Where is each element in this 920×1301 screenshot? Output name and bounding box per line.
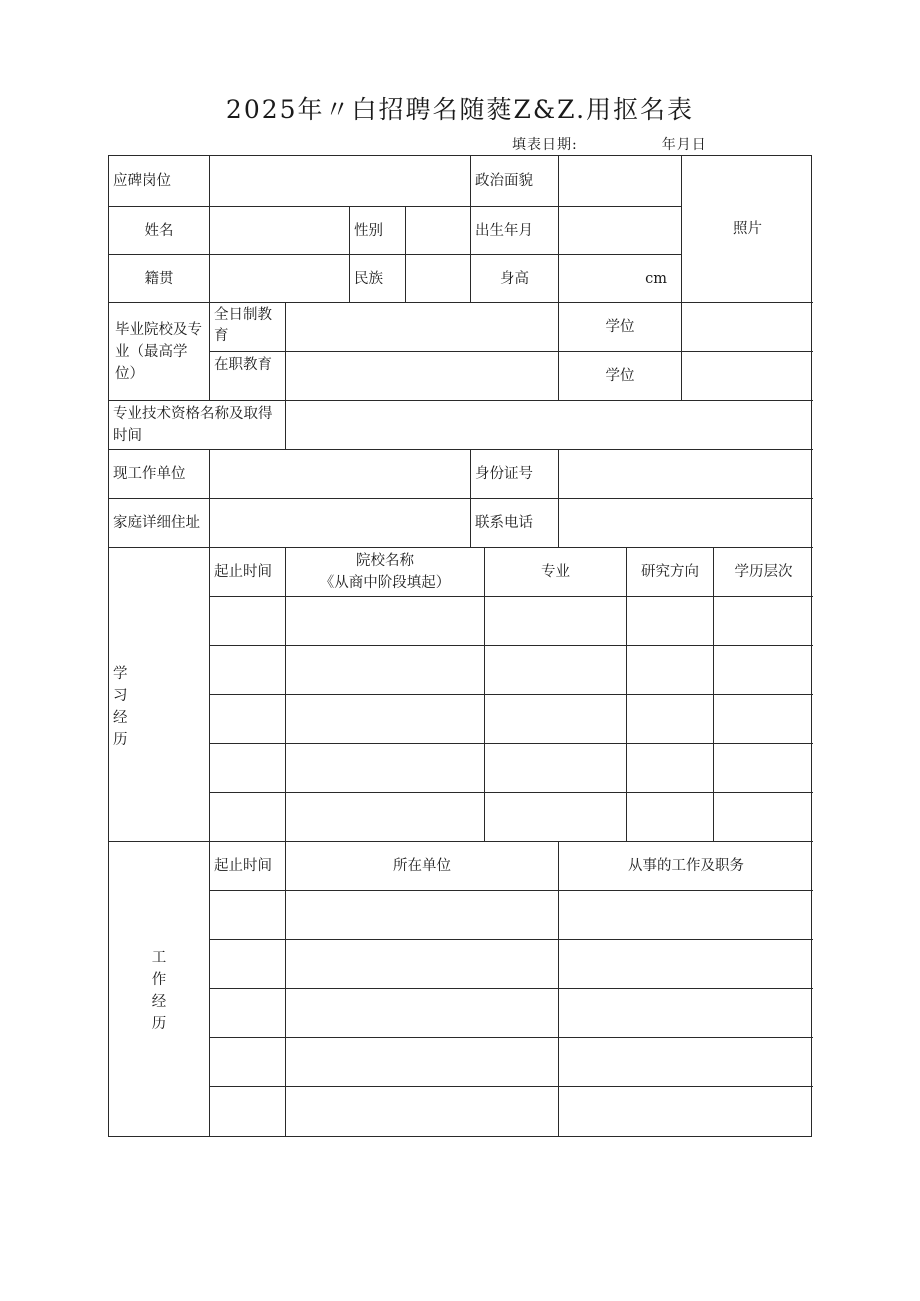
- work-cell[interactable]: [559, 891, 813, 940]
- inservice-education-input[interactable]: [286, 352, 559, 401]
- study-cell[interactable]: [485, 646, 627, 695]
- height-input[interactable]: [559, 255, 682, 303]
- qualification-text: 专业技术资格名称及取得时间: [113, 406, 273, 444]
- native-label: 籍贯: [109, 255, 210, 303]
- work-cell[interactable]: [210, 989, 286, 1038]
- work-cell[interactable]: [559, 1087, 813, 1136]
- work-section-char: 历: [151, 1016, 167, 1032]
- degree-input-fulltime[interactable]: [682, 303, 813, 352]
- work-cell[interactable]: [559, 940, 813, 989]
- phone-input[interactable]: [559, 499, 813, 548]
- name-label: 姓名: [109, 207, 210, 255]
- study-cell[interactable]: [485, 744, 627, 793]
- height-unit: cm: [645, 270, 667, 287]
- workplace-input[interactable]: [210, 450, 471, 499]
- study-cell[interactable]: [286, 744, 485, 793]
- work-cell[interactable]: [286, 891, 559, 940]
- qualification-input[interactable]: [286, 401, 813, 450]
- study-cell[interactable]: [286, 793, 485, 842]
- degree-input-inservice[interactable]: [682, 352, 813, 401]
- study-cell[interactable]: [210, 597, 286, 646]
- gender-label: 性别: [350, 207, 406, 255]
- ethnicity-input[interactable]: [406, 255, 471, 303]
- study-section-char: 学: [113, 665, 128, 682]
- work-col-period: 起止时间: [210, 842, 286, 891]
- gender-input[interactable]: [406, 207, 471, 255]
- study-cell[interactable]: [286, 597, 485, 646]
- study-section-char: 经: [113, 709, 128, 726]
- birth-input[interactable]: [559, 207, 682, 255]
- study-cell[interactable]: [627, 695, 714, 744]
- study-col-period: 起止时间: [210, 548, 286, 597]
- study-section-char: 习: [113, 687, 128, 704]
- study-cell[interactable]: [627, 793, 714, 842]
- political-label: 政治面貌: [471, 156, 559, 207]
- inservice-education-label: 在职教育: [210, 352, 286, 401]
- work-section-char: 工: [151, 950, 167, 966]
- phone-label: 联系电话: [471, 499, 559, 548]
- workplace-label: 现工作单位: [109, 450, 210, 499]
- work-section-char: 经: [151, 994, 167, 1010]
- application-form-table: [108, 155, 812, 1137]
- address-input[interactable]: [210, 499, 471, 548]
- id-number-label: 身份证号: [471, 450, 559, 499]
- work-cell[interactable]: [210, 940, 286, 989]
- fill-date-line: [512, 134, 707, 154]
- fulltime-education-input[interactable]: [286, 303, 559, 352]
- study-cell[interactable]: [714, 597, 813, 646]
- work-cell[interactable]: [559, 1038, 813, 1087]
- degree-label-inservice: 学位: [559, 352, 682, 401]
- study-col-direction: 研究方向: [627, 548, 714, 597]
- work-cell[interactable]: [286, 1038, 559, 1087]
- study-cell[interactable]: [286, 695, 485, 744]
- work-cell[interactable]: [286, 940, 559, 989]
- education-summary-text: 毕业院校及专业（最高学位）: [115, 321, 202, 382]
- work-cell[interactable]: [210, 891, 286, 940]
- form-title: 2025年〃白招聘名随蕤Z&Z.用抠名表: [225, 95, 695, 124]
- height-label: 身高: [471, 255, 559, 303]
- study-col-school: [286, 548, 485, 597]
- study-col-major: 专业: [485, 548, 627, 597]
- study-col-level: 学历层次: [714, 548, 813, 597]
- work-section-char: 作: [151, 972, 167, 988]
- work-cell[interactable]: [210, 1038, 286, 1087]
- work-cell[interactable]: [210, 1087, 286, 1136]
- study-cell[interactable]: [210, 646, 286, 695]
- study-history-section: [109, 548, 210, 842]
- name-input[interactable]: [210, 207, 350, 255]
- study-cell[interactable]: [627, 744, 714, 793]
- work-col-duty: 从事的工作及职务: [559, 842, 813, 891]
- study-cell[interactable]: [286, 646, 485, 695]
- work-cell[interactable]: [286, 989, 559, 1038]
- native-input[interactable]: [210, 255, 350, 303]
- study-cell[interactable]: [485, 793, 627, 842]
- study-cell[interactable]: [485, 695, 627, 744]
- address-label: [109, 499, 210, 548]
- address-text: 家庭详细住址: [113, 515, 200, 531]
- qualification-label: [109, 401, 286, 450]
- degree-label-fulltime: 学位: [559, 303, 682, 352]
- education-summary-label: [109, 303, 210, 401]
- work-col-unit: 所在单位: [286, 842, 559, 891]
- photo-label: 照片: [733, 221, 762, 237]
- work-cell[interactable]: [286, 1087, 559, 1136]
- id-number-input[interactable]: [559, 450, 813, 499]
- study-cell[interactable]: [714, 646, 813, 695]
- study-cell[interactable]: [210, 695, 286, 744]
- ethnicity-label: 民族: [350, 255, 406, 303]
- political-input[interactable]: [559, 156, 682, 207]
- study-cell[interactable]: [627, 646, 714, 695]
- study-cell[interactable]: [210, 793, 286, 842]
- study-cell[interactable]: [714, 793, 813, 842]
- work-history-section: [109, 842, 210, 1136]
- position-input[interactable]: [210, 156, 471, 207]
- fulltime-education-label: 全日制教育: [210, 303, 286, 352]
- study-cell[interactable]: [714, 744, 813, 793]
- work-cell[interactable]: [559, 989, 813, 1038]
- photo-box[interactable]: [682, 156, 813, 303]
- fill-date-suffix: 年月日: [661, 137, 707, 153]
- study-section-char: 历: [113, 731, 128, 748]
- study-cell[interactable]: [485, 597, 627, 646]
- study-cell[interactable]: [714, 695, 813, 744]
- position-label: 应碑岗位: [109, 156, 210, 207]
- study-cell[interactable]: [210, 744, 286, 793]
- study-col-school-line1: 院校名称: [356, 553, 414, 569]
- study-col-school-line2: 《从商中阶段填起）: [319, 575, 451, 591]
- fill-date-label: 填表日期:: [512, 137, 578, 153]
- study-cell[interactable]: [627, 597, 714, 646]
- birth-label: 出生年月: [471, 207, 559, 255]
